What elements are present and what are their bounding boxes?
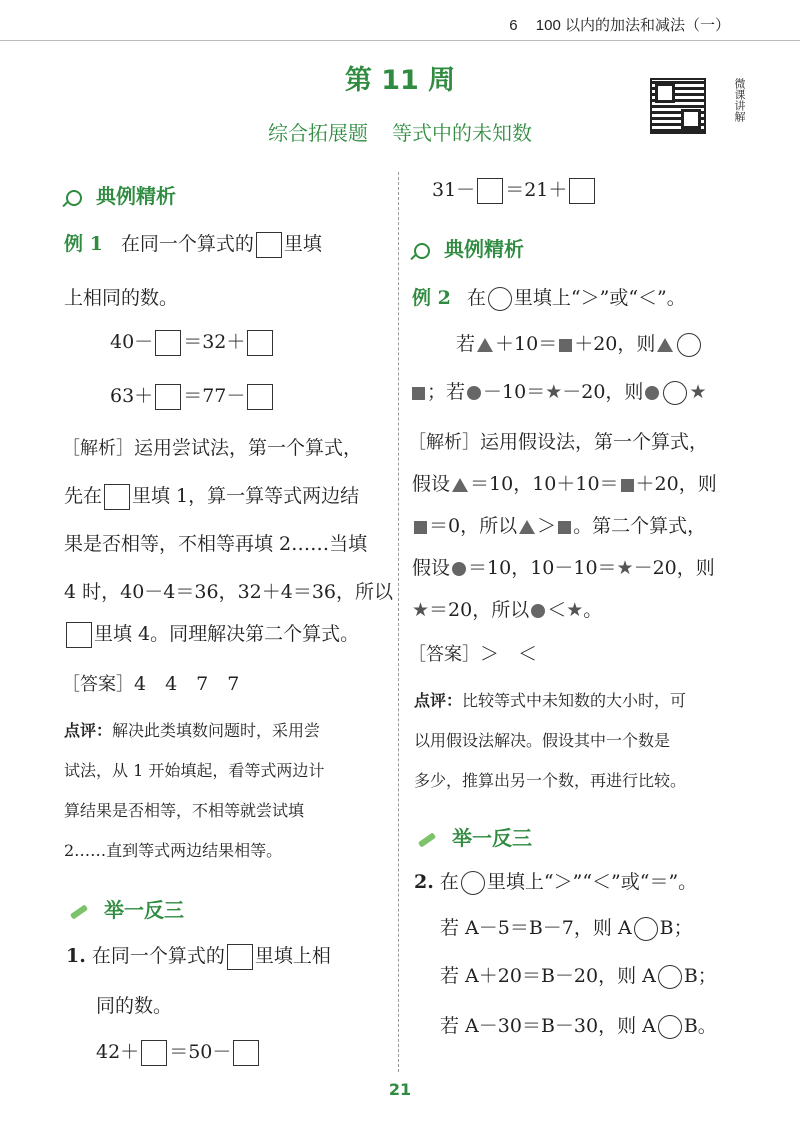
answer-circle[interactable] [634,917,658,941]
analysis2-line2: 假设 ＝10，10＋10＝ ＋20，则 [412,473,717,495]
star-icon: ★ [689,381,707,403]
example2-label: 例 2 [412,287,451,309]
blank-circle [488,287,512,311]
answer-box[interactable] [569,178,595,204]
comment-tag: 点评： [64,721,113,740]
blank-circle [461,871,485,895]
equation-2: 63＋ ＝77－ [110,384,275,410]
triangle-icon [452,478,468,492]
example1-line1: 例 1 在同一个算式的 里填 [64,232,322,258]
answer-circle[interactable] [658,1015,682,1039]
page-number: 21 [388,1080,412,1099]
triangle-icon [519,520,535,534]
question2-line3: 若 A＋20＝B－20，则 A B； [440,965,717,987]
analysis-line5: 里填 4。同理解决第二个算式。 [64,622,359,648]
circle-shape-icon [452,562,466,576]
blank-box [256,232,282,258]
triangle-icon [657,338,673,352]
star-icon: ★ [616,557,634,579]
circle-shape-icon [531,604,545,618]
question2-line1: 2. 在 里填上“＞”“＜”或“＝”。 [414,871,698,893]
question2-line2: 若 A－5＝B－7，则 A B； [440,917,693,939]
comment-line4: 2……直到等式两边结果相等。 [64,841,283,860]
answer2-line: ［答案］＞ ＜ [408,643,538,665]
example2-condition2: ；若 －10＝★－20，则 ★ [410,380,706,405]
analysis2-line4: 假设 ＝10，10－10＝★－20，则 [412,557,715,579]
chapter-number: 6 [509,17,518,34]
example1-label: 例 1 [64,233,103,255]
question1-line2: 同的数。 [96,995,173,1017]
subtitle-part2: 等式中的未知数 [392,121,532,145]
question1-equation-continued: 31－ ＝21＋ [432,178,597,204]
week-title: 第 11 周 [344,65,456,96]
square-icon [558,521,571,534]
answer-tag: ［答案］ [408,644,480,665]
question2-line4: 若 A－30＝B－30，则 A B。 [440,1015,717,1037]
section-heading-example-right: 典例精析 [414,233,524,262]
blank-circle [663,381,687,405]
section-heading-example-left: 典例精析 [66,180,176,209]
square-icon [414,521,427,534]
analysis-line2: 先在 里填 1，算一算等式两边结 [64,484,359,510]
comment-line2: 试法，从 1 开始填起，看等式两边计 [64,761,325,780]
answer-box[interactable] [233,1040,259,1066]
question1-number: 1. [66,945,86,967]
example2-condition1: 若 ＋10＝ ＋20，则 [456,332,703,357]
blank-box [227,944,253,970]
pencil-icon [418,832,436,847]
answer-tag: ［答案］ [62,674,134,695]
running-header [509,14,730,35]
column-divider [398,172,399,1072]
comment-line1: 点评：解决此类填数问题时，采用尝 [64,721,321,740]
analysis2-line1: ［解析］运用假设法，第一个算式， [408,431,709,453]
square-icon [559,339,572,352]
comment-tag: 点评： [414,691,463,710]
comment-line3: 算结果是否相等，不相等就尝试填 [64,801,305,820]
comment2-line3: 多少，推算出另一个数，再进行比较。 [414,771,687,790]
analysis-tag: ［解析］ [408,432,480,453]
qr-code-icon[interactable] [650,78,706,134]
analysis-line3: 果是否相等，不相等再填 2……当填 [64,533,368,555]
blank-box [247,330,273,356]
analysis-line1: ［解析］运用尝试法，第一个算式， [62,437,363,459]
blank-box [104,484,130,510]
section-heading-practice-left: 举一反三 [70,894,184,923]
blank-circle [677,333,701,357]
blank-box [247,384,273,410]
pencil-icon [70,904,88,919]
circle-shape-icon [645,386,659,400]
qr-label: 微课讲解 [733,78,746,122]
answer-line: ［答案］4 4 7 7 [62,673,240,695]
square-icon [412,387,425,400]
blank-box [155,384,181,410]
chapter-title: 100 以内的加法和减法（一） [535,17,730,34]
circle-shape-icon [467,386,481,400]
comment2-line2: 以用假设法解决。假设其中一个数是 [414,731,671,750]
question1-line1: 1. 在同一个算式的 里填上相 [66,944,331,970]
magnifier-icon [66,190,82,206]
star-icon: ★ [545,381,563,403]
star-icon: ★ [412,599,430,621]
example2-line1: 例 2 在 里填上“＞”或“＜”。 [412,287,686,309]
question1-equation: 42＋ ＝50－ [96,1040,261,1066]
analysis-tag: ［解析］ [62,438,134,459]
triangle-icon [477,338,493,352]
answer-box[interactable] [477,178,503,204]
analysis2-line5: ★＝20，所以 ＜★。 [412,599,603,621]
question2-number: 2. [414,871,434,893]
square-icon [621,479,634,492]
header-divider [0,40,800,41]
magnifier-icon [414,243,430,259]
comment2-line1: 点评：比较等式中未知数的大小时，可 [414,691,687,710]
section-heading-practice-right: 举一反三 [418,822,532,851]
equation-1: 40－ ＝32＋ [110,330,275,356]
analysis-line4: 4 时，40－4＝36，32＋4＝36，所以 [64,581,394,603]
analysis2-line3: ＝0，所以 ＞ 。第二个算式， [412,514,706,538]
subtitle-part1: 综合拓展题 [268,121,368,145]
example1-line2: 上相同的数。 [64,287,179,309]
answer-box[interactable] [141,1040,167,1066]
blank-box [66,622,92,648]
blank-box [155,330,181,356]
answer-circle[interactable] [658,965,682,989]
star-icon: ★ [566,599,584,621]
